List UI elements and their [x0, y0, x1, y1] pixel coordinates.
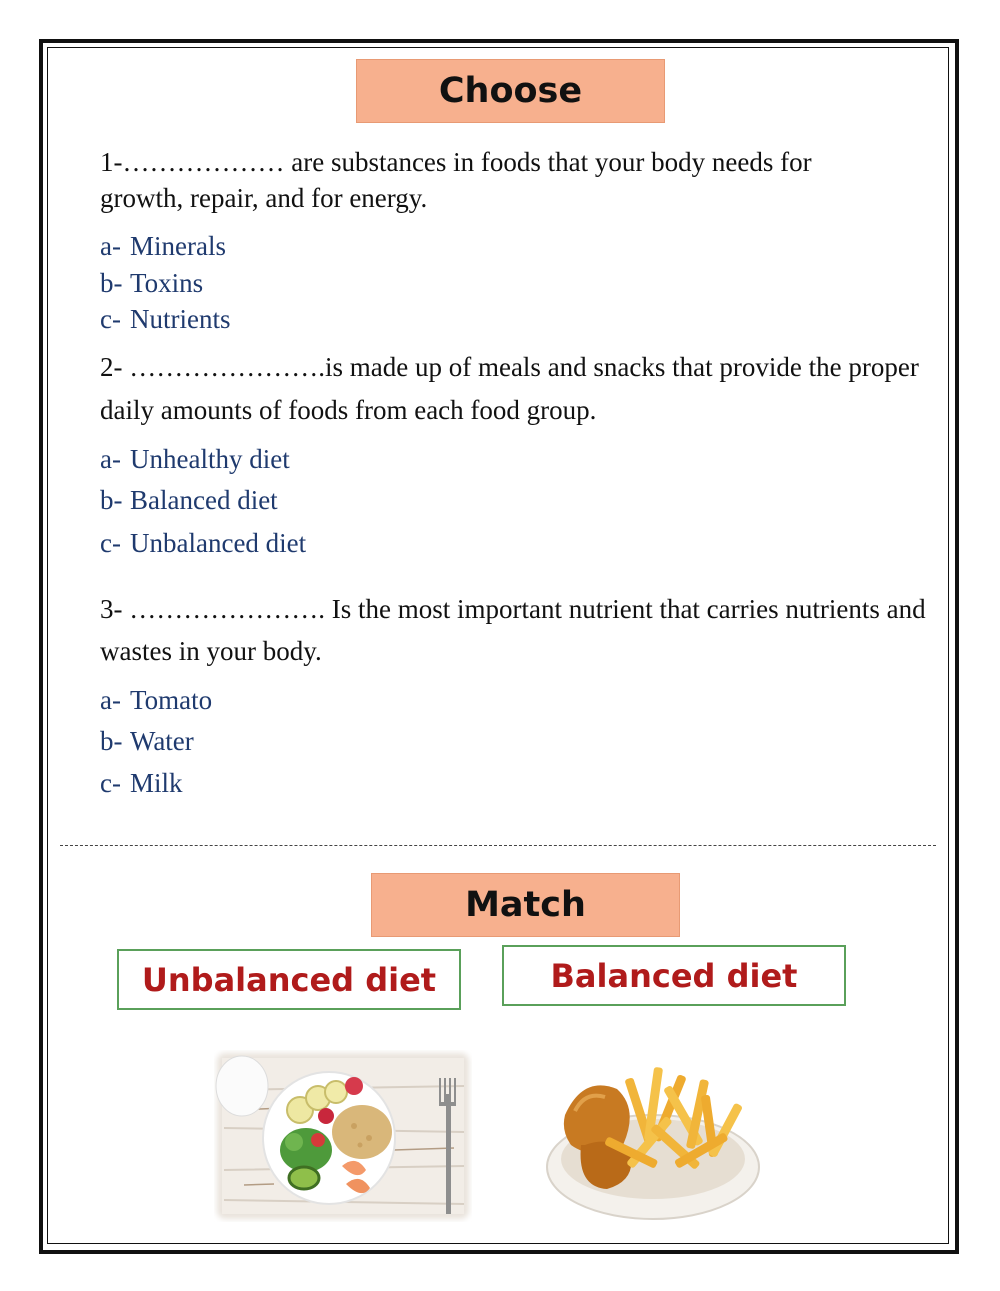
match-label-unbalanced-diet[interactable]: Unbalanced diet — [117, 949, 461, 1010]
q1-option-a[interactable] — [100, 231, 226, 262]
option-text: Toxins — [130, 268, 204, 298]
q2-option-b[interactable] — [100, 485, 278, 516]
option-text: Balanced diet — [130, 485, 278, 515]
option-letter: b- — [100, 268, 123, 298]
q3-option-a[interactable] — [100, 685, 212, 716]
option-text: Milk — [130, 768, 183, 798]
option-text: Water — [130, 726, 194, 756]
question-2-text: 2- ………………….is made up of meals and snacks that provide the proper daily amounts of foods from each food group. — [100, 352, 919, 425]
option-letter: b- — [100, 485, 123, 515]
section-divider — [60, 845, 936, 846]
q2-option-c[interactable] — [100, 528, 306, 559]
q3-option-c[interactable] — [100, 768, 183, 799]
option-text: Minerals — [130, 231, 226, 261]
option-letter: b- — [100, 726, 123, 756]
option-text: Unbalanced diet — [130, 528, 307, 558]
q3-option-b[interactable] — [100, 726, 194, 757]
match-heading: Match — [371, 873, 680, 937]
option-letter: c- — [100, 304, 121, 334]
q2-option-a[interactable] — [100, 444, 290, 475]
option-text: Tomato — [130, 685, 213, 715]
option-letter: c- — [100, 768, 121, 798]
question-3-text: 3- …………………. Is the most important nutrient that carries nutrients and wastes in your body. — [100, 594, 926, 666]
option-text: Unhealthy diet — [130, 444, 290, 474]
option-letter: a- — [100, 444, 121, 474]
fried-fish-and-chips-image[interactable] — [545, 1055, 763, 1223]
option-letter: a- — [100, 231, 121, 261]
match-label-balanced-diet[interactable]: Balanced diet — [502, 945, 846, 1006]
option-letter: a- — [100, 685, 121, 715]
option-text: Nutrients — [130, 304, 231, 334]
q1-option-b[interactable] — [100, 268, 203, 299]
question-1-text: 1-……………… are substances in foods that your body needs for growth, repair, and for energy. — [100, 147, 812, 213]
option-letter: c- — [100, 528, 121, 558]
healthy-plate-image[interactable] — [214, 1050, 472, 1222]
choose-heading: Choose — [356, 59, 665, 123]
q1-option-c[interactable] — [100, 304, 231, 335]
